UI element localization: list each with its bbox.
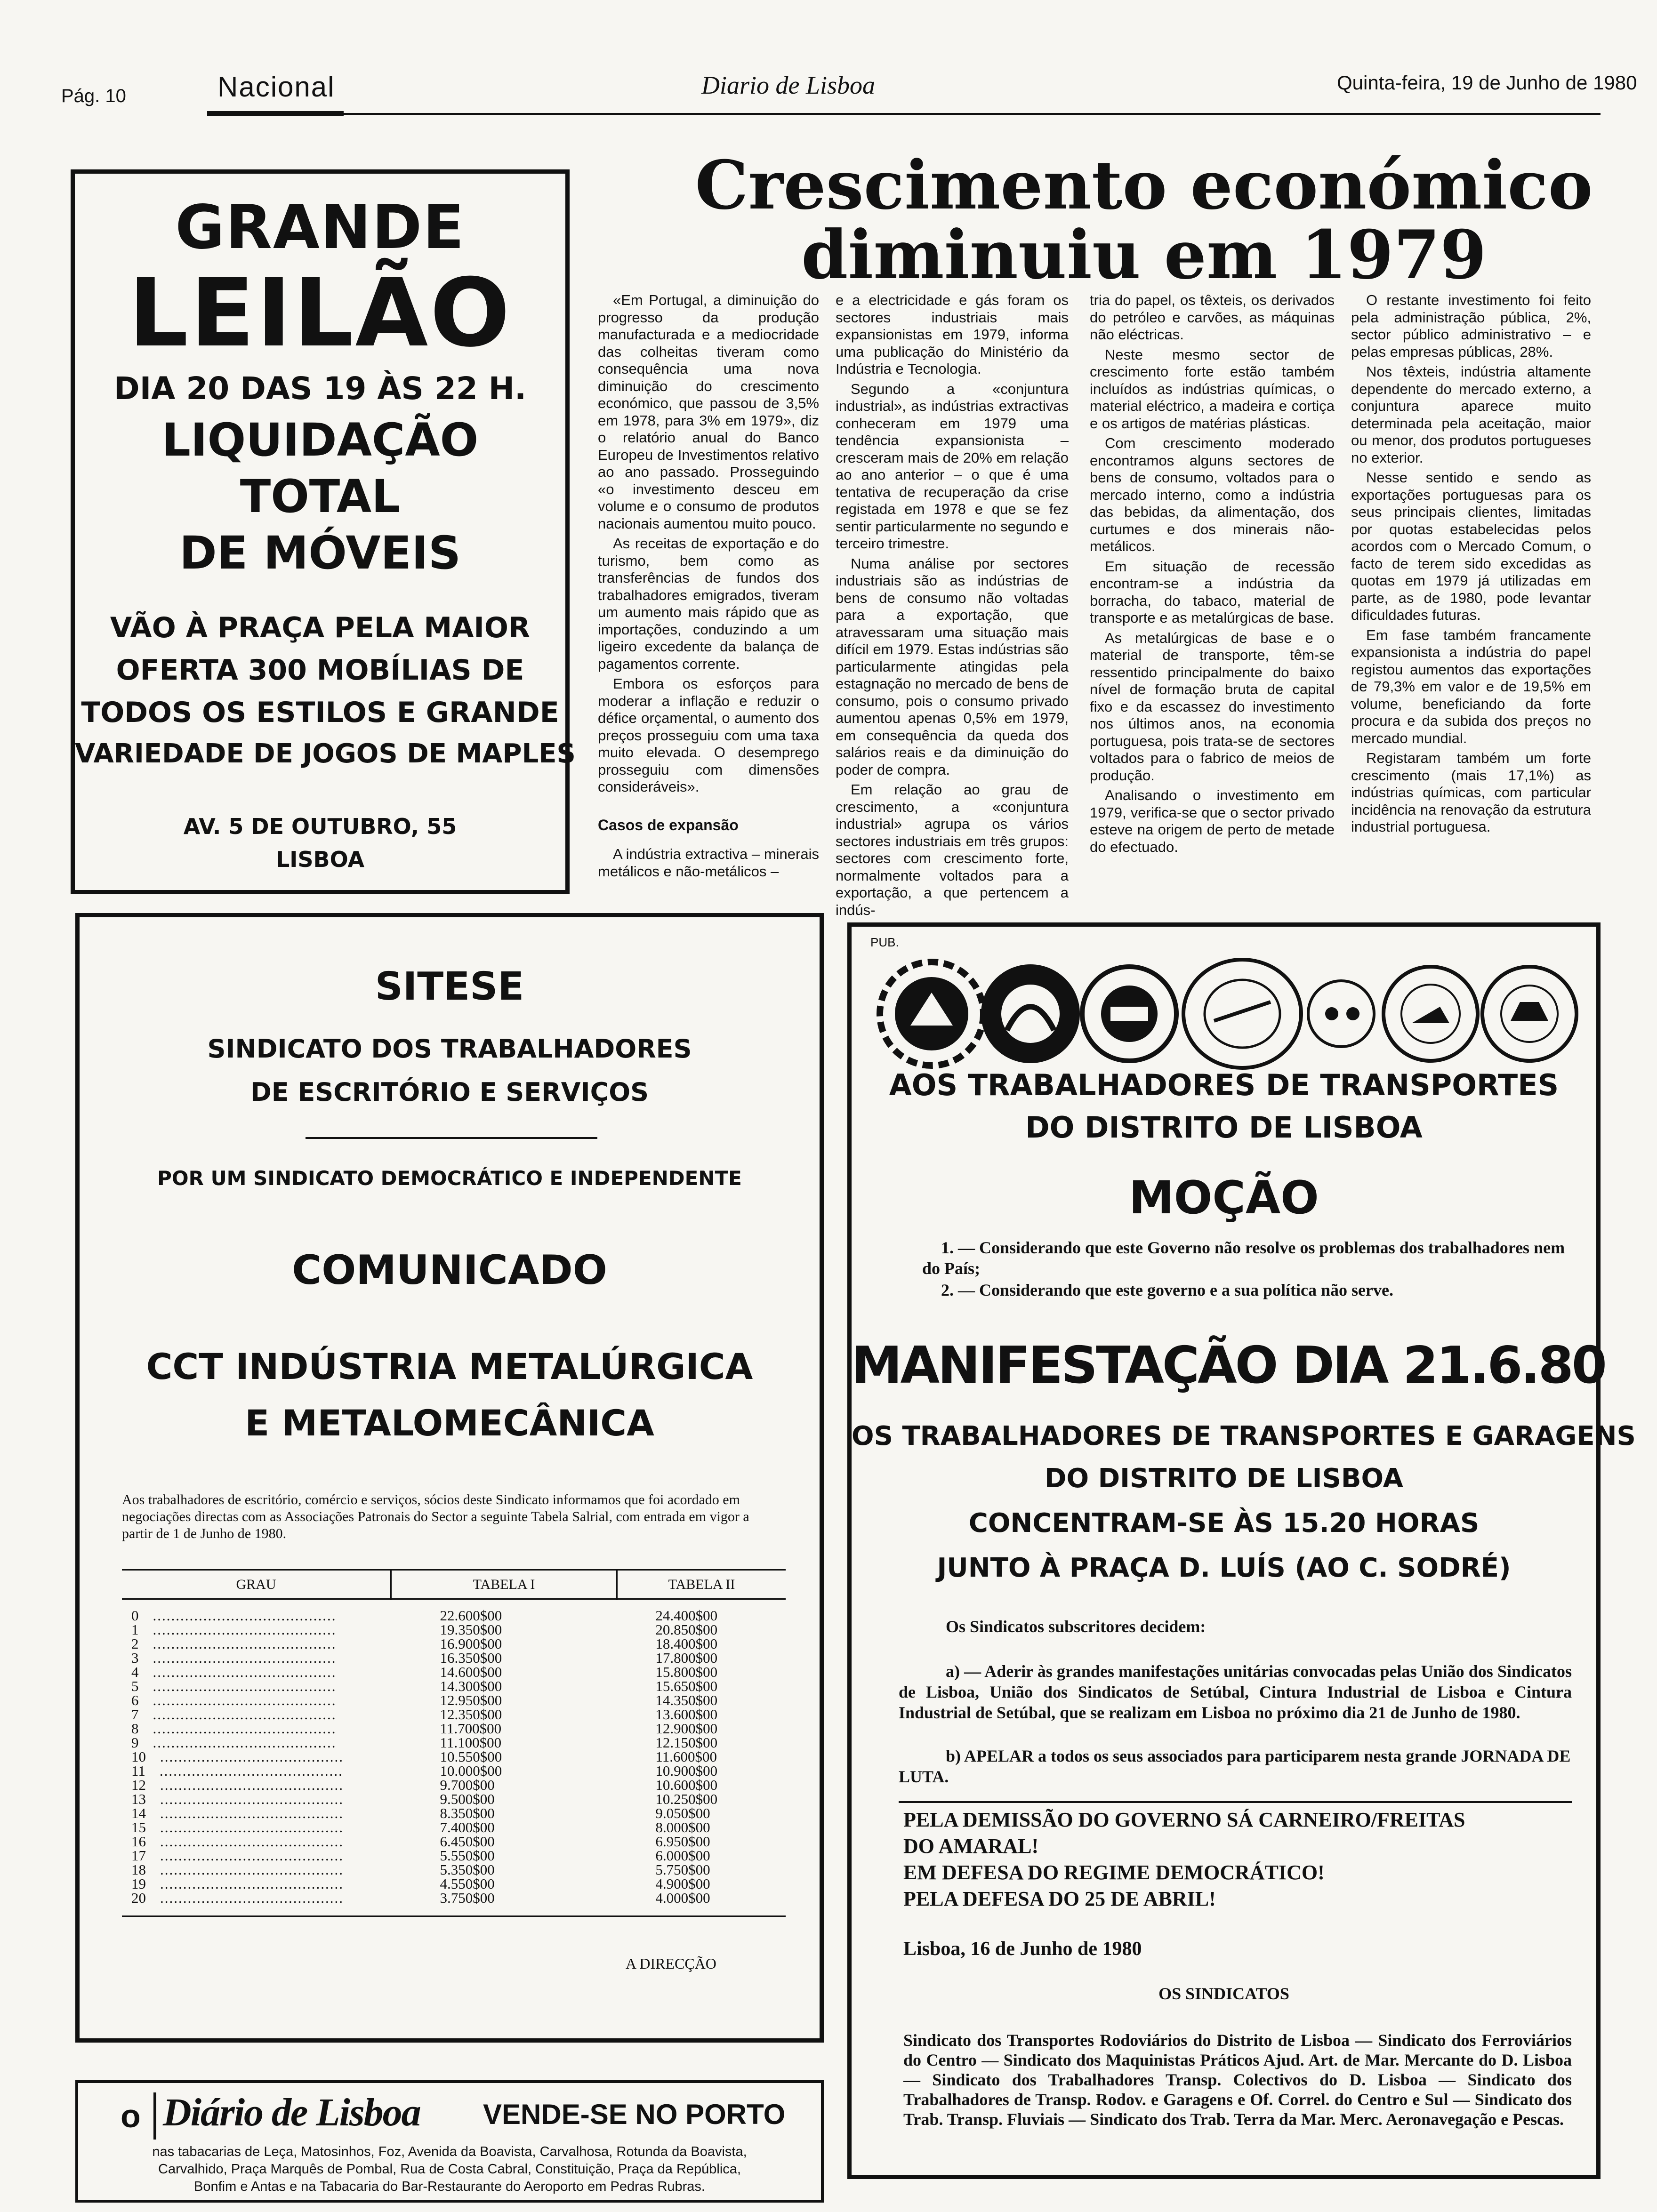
tabela-2-cell: [603, 1750, 786, 1764]
leilao-text-1: VÃO À PRAÇA PELA MAIOR: [110, 611, 531, 644]
tabela-2-cell-text: 17.800$00: [655, 1650, 718, 1666]
grau-cell-text: 16: [131, 1833, 146, 1850]
slogan-2: DO AMARAL!: [903, 1835, 1039, 1858]
leader-dots: ........................................: [160, 1748, 344, 1765]
tabela-2-cell: [603, 1820, 786, 1835]
mocao-title: MOÇÃO: [1129, 1171, 1319, 1224]
grau-cell: [122, 1609, 379, 1623]
header-rule: [207, 113, 1601, 115]
table-row: [122, 1707, 786, 1722]
paragraph: Nos têxteis, indústria altamente dependente do mercado externo, a conjuntura aparece muito determinada pela aceitação, maior ou menor, dos produtos portugueses no exterior.: [1351, 363, 1591, 466]
tabela-1-cell-text: 5.550$00: [440, 1847, 495, 1864]
tabela-2-cell: [603, 1877, 786, 1891]
table-row: [122, 1806, 786, 1820]
sitese-intro: Aos trabalhadores de escritório, comércio e serviços, sócios deste Sindicato informamos que foi acordado em negociações directas com as Associações Patronais do Sector a seguinte Tabela Salrial, com entrada em vigor a partir de 1 de Junho de 1980.: [122, 1492, 749, 1541]
tabela-1-cell-text: 14.300$00: [440, 1678, 502, 1694]
leader-dots: ........................................: [160, 1819, 344, 1835]
tabela-2-cell-text: 6.000$00: [655, 1847, 710, 1864]
union-seal-1-icon: [981, 964, 1080, 1063]
tabela-2-cell: [603, 1637, 786, 1651]
grau-cell-text: 11: [131, 1763, 145, 1779]
transportes-heading-2: DO DISTRITO DE LISBOA: [1025, 1110, 1423, 1145]
paragraph: Nesse sentido e sendo as exportações portuguesas para os seus principais clientes, limitadas por quotas estabelecidas pelos acordos com o Mercado Comum, o facto de terem sido excedidas as quotas em 1979 já utilizadas em parte, as de 1980, pode levantar dificuldades futuras.: [1351, 469, 1591, 623]
divider: [306, 1137, 597, 1139]
divider: [899, 1801, 1572, 1803]
leilao-title: LEILÃO: [128, 258, 512, 368]
paragraph: Segundo a «conjuntura industrial», as indústrias extractivas conheceram em 1979 uma tendência expansionista – cresceram mais de 20% em relação ao ano anterior – o que é uma tentativa de recuperação da crise registada em 1978 e que se fez sentir particularmente no segundo e terceiro trimestre.: [836, 380, 1069, 552]
union-seal-2-icon: [1082, 967, 1176, 1061]
tabela-1-cell-text: 16.350$00: [440, 1650, 502, 1666]
grau-cell: [122, 1707, 379, 1722]
transportes-ad: [847, 922, 1636, 2179]
tabela-1-cell-text: 22.600$00: [440, 1607, 502, 1624]
paragraph: A indústria extractiva – minerais metálicos e não-metálicos –: [598, 846, 819, 880]
table-row: [122, 1764, 786, 1778]
paragraph: O restante investimento foi feito pela administração pública, 2%, sector público administrativo – e pelas empresas públicas, 28%.: [1351, 292, 1591, 360]
tabela-2-cell-text: 13.600$00: [655, 1706, 718, 1723]
sitese-cct-1: CCT INDÚSTRIA METALÚRGICA: [146, 1346, 753, 1387]
column-header-grau: GRAU: [236, 1577, 276, 1592]
leilao-text-4: VARIEDADE DE JOGOS DE MAPLES: [75, 738, 576, 769]
concentracao-3: CONCENTRAM-SE ÀS 15.20 HORAS: [968, 1508, 1480, 1539]
column-header-tabela-2: TABELA II: [668, 1577, 735, 1592]
page-number: Pág. 10: [61, 86, 126, 106]
tabela-2-cell: [603, 1778, 786, 1792]
tabela-2-cell-text: 10.600$00: [655, 1777, 718, 1793]
sitese-motto: POR UM SINDICATO DEMOCRÁTICO E INDEPENDENTE: [157, 1167, 742, 1190]
table-row: [122, 1778, 786, 1792]
tabela-1-cell-text: 14.600$00: [440, 1664, 502, 1680]
mocao-item-1: 1. — Considerando que este Governo não resolve os problemas dos trabalhadores nem do País;: [922, 1238, 1565, 1278]
tabela-1-cell: [379, 1792, 604, 1806]
tabela-1-cell-text: 9.700$00: [440, 1777, 495, 1793]
grau-cell-text: 5: [131, 1678, 139, 1694]
grau-cell: [122, 1693, 379, 1707]
tabela-1-cell-text: 19.350$00: [440, 1621, 502, 1638]
grau-cell-text: 10: [131, 1748, 146, 1765]
union-seal-5-icon: [1384, 967, 1478, 1061]
grau-cell: [122, 1665, 379, 1679]
tabela-1-cell: [379, 1609, 604, 1623]
tabela-2-cell: [603, 1651, 786, 1665]
tabela-1-cell-text: 10.550$00: [440, 1748, 502, 1765]
leader-dots: ........................................: [160, 1791, 344, 1807]
tabela-2-cell: [603, 1736, 786, 1750]
leilao-city: LISBOA: [275, 847, 365, 872]
gear-emblem-icon: [880, 962, 983, 1066]
tabela-1-cell-text: 8.350$00: [440, 1805, 495, 1821]
article-column-3: [1090, 292, 1335, 858]
grau-cell-text: 9: [131, 1734, 139, 1751]
grau-cell: [122, 1835, 379, 1849]
table-row: [122, 1736, 786, 1750]
grau-cell: [122, 1750, 379, 1764]
porto-ad: [75, 2080, 824, 2203]
leader-dots: ........................................: [153, 1706, 337, 1723]
leader-dots: ........................................: [153, 1692, 337, 1708]
sitese-signature: A DIRECÇÃO: [626, 1955, 716, 1972]
article-column-2: [836, 292, 1069, 922]
grau-cell: [122, 1820, 379, 1835]
tabela-2-cell-text: 8.000$00: [655, 1819, 710, 1835]
tabela-1-cell-text: 16.900$00: [440, 1635, 502, 1652]
tabela-2-cell: [603, 1891, 786, 1905]
tabela-1-cell: [379, 1665, 604, 1679]
grau-cell: [122, 1764, 379, 1778]
grau-cell-text: 2: [131, 1635, 139, 1652]
tabela-1-cell-text: 12.950$00: [440, 1692, 502, 1708]
tabela-1-cell-text: 10.000$00: [440, 1763, 502, 1779]
decisao-a: a) — Aderir às grandes manifestações unitárias convocadas pelas União dos Sindicatos de Lisboa, União dos Sindicatos de Setúbal, Cintura Industrial de Lisboa e Cintura Industrial de Setúbal, que se realizam em Lisboa no próximo dia 21 de Junho de 1980.: [899, 1662, 1572, 1722]
grau-cell-text: 15: [131, 1819, 146, 1835]
table-row: [122, 1792, 786, 1806]
tabela-1-cell-text: 11.700$00: [440, 1720, 502, 1737]
salary-table-body: [122, 1609, 786, 1905]
grau-cell: [122, 1806, 379, 1820]
grau-cell-text: 12: [131, 1777, 146, 1793]
leader-dots: ........................................: [160, 1847, 344, 1864]
grau-cell: [122, 1877, 379, 1891]
column-header-tabela-1: TABELA I: [473, 1577, 535, 1592]
porto-brand-logo: Diário de Lisboa: [163, 2091, 420, 2134]
tabela-2-cell: [603, 1792, 786, 1806]
grau-cell: [122, 1623, 379, 1637]
tabela-2-cell: [603, 1693, 786, 1707]
grau-cell: [122, 1891, 379, 1905]
tabela-1-cell-text: 3.750$00: [440, 1890, 495, 1906]
leader-dots: ........................................: [160, 1805, 344, 1821]
tabela-2-cell: [603, 1609, 786, 1623]
porto-line-2: Carvalhido, Praça Marquês de Pombal, Rua de Costa Cabral, Constituição, Praça da República,: [158, 2162, 741, 2177]
table-row: [122, 1835, 786, 1849]
paragraph: Com crescimento moderado encontramos alguns sectores de bens de consumo, voltados para o mercado interno, como a indústria das bebidas, da alimentação, dos curtumes e dos minerais não-metálicos.: [1090, 435, 1335, 554]
sitese-subtitle-1: SINDICATO DOS TRABALHADORES: [207, 1034, 692, 1064]
tabela-2-cell-text: 14.350$00: [655, 1692, 718, 1708]
tabela-2-cell-text: 12.900$00: [655, 1720, 718, 1737]
grau-cell-text: 1: [131, 1621, 139, 1638]
grau-cell: [122, 1792, 379, 1806]
tabela-2-cell: [603, 1849, 786, 1863]
slogan-4: PELA DEFESA DO 25 DE ABRIL!: [903, 1887, 1216, 1910]
union-seal-4-icon: [1308, 981, 1374, 1047]
porto-tagline: VENDE-SE NO PORTO: [483, 2099, 786, 2130]
tabela-2-cell: [603, 1623, 786, 1637]
paragraph: «Em Portugal, a diminuição do progresso da produção manufacturada e a mediocridade das colheitas tiveram como consequência uma nova diminuição do crescimento económico, que passou de 3,5% em 1978, para 3% em 1979», diz o relatório anual do Banco Europeu de Investimentos relativo ao ano passado. Prosseguindo «o investimento desceu em volume e o consumo de produtos nacionais aumentou muito pouco.: [598, 292, 819, 532]
tabela-1-cell: [379, 1637, 604, 1651]
transportes-heading-1: AOS TRABALHADORES DE TRANSPORTES: [889, 1068, 1559, 1102]
porto-line-1: nas tabacarias de Leça, Matosinhos, Foz, Avenida da Boavista, Carvalhosa, Rotunda da Boavista,: [152, 2144, 747, 2159]
leader-dots: ........................................: [153, 1650, 337, 1666]
table-row: [122, 1849, 786, 1863]
paragraph: Em fase também francamente expansionista a indústria do papel registou aumentos das exportações de 79,3% em valor e de 19,5% em volume, beneficiando da forte procura e da subida dos preços no mercado mundial.: [1351, 626, 1591, 746]
paragraph: Em relação ao grau de crescimento, a «conjuntura industrial» agrupa os vários sectores industriais em três grupos: sectores com crescimento forte, normalmente voltados para a exportação, a que pertencem a indús-: [836, 781, 1069, 918]
paragraph: Analisando o investimento em 1979, verifica-se que o sector privado esteve na origem de perto de metade do efectuado.: [1090, 787, 1335, 855]
grau-cell-text: 7: [131, 1706, 139, 1723]
tabela-1-cell-text: 7.400$00: [440, 1819, 495, 1835]
tabela-2-cell-text: 18.400$00: [655, 1635, 718, 1652]
table-row: [122, 1750, 786, 1764]
slogan-3: EM DEFESA DO REGIME DEMOCRÁTICO!: [903, 1861, 1325, 1884]
tabela-2-cell-text: 6.950$00: [655, 1833, 710, 1850]
tabela-1-cell: [379, 1764, 604, 1778]
masthead: Diario de Lisboa: [701, 71, 876, 99]
grau-cell-text: 4: [131, 1664, 139, 1680]
table-row: [122, 1651, 786, 1665]
sitese-ad: [75, 913, 824, 2043]
tabela-2-cell: [603, 1863, 786, 1877]
tabela-2-cell-text: 4.900$00: [655, 1875, 710, 1892]
concentracao-1: OS TRABALHADORES DE TRANSPORTES E GARAGENS: [852, 1421, 1636, 1451]
union-emblems: [866, 955, 1586, 1077]
slogan-1: PELA DEMISSÃO DO GOVERNO SÁ CARNEIRO/FREITAS: [903, 1808, 1465, 1831]
pub-label: PUB.: [870, 935, 899, 949]
tabela-1-cell: [379, 1679, 604, 1693]
sindicatos-list: Sindicato dos Transportes Rodoviários do Distrito de Lisboa — Sindicato dos Ferroviários do Centro — Sindicato dos Maquinistas Práticos Ajud. Art. de Mar. Mercante do D. Lisboa — Sindicato dos Trabalhadores Transp. Colectivos do D. Lisboa — Sindicato dos Trabalhadores de Transp. Rodov. e Garagens e Of. Correl. do Centro e Sul — Sindicato dos Trab. Transp. Fluviais — Sindicato dos Trab. Terra da Mar. Merc. Aeronavegação e Pescas.: [903, 2031, 1572, 2129]
leader-dots: ........................................: [160, 1777, 344, 1793]
leader-dots: ........................................: [160, 1890, 344, 1906]
mocao-item-2: 2. — Considerando que este governo e a sua política não serve.: [941, 1281, 1393, 1299]
paragraph: As metalúrgicas de base e o material de transporte, têm-se ressentido principalmente do baixo nível de formação bruta de capital fixo e da escassez do investimento nos últimos anos, na economia portuguesa, pois trata-se de sectores voltados para o fabrico de meios de produção.: [1090, 629, 1335, 784]
grau-cell: [122, 1863, 379, 1877]
table-row: [122, 1722, 786, 1736]
leader-dots: ........................................: [153, 1720, 337, 1737]
tabela-2-cell: [603, 1707, 786, 1722]
tabela-1-cell-text: 4.550$00: [440, 1875, 495, 1892]
headline-line-2: diminuiu em 1979: [801, 216, 1487, 294]
tabela-2-cell-text: 15.650$00: [655, 1678, 718, 1694]
porto-line-3: Bonfim e Antas e na Tabacaria do Bar-Restaurante do Aeroporto em Pedras Rubras.: [194, 2179, 705, 2194]
tabela-1-cell: [379, 1651, 604, 1665]
leader-dots: ........................................: [160, 1833, 344, 1850]
table-row: [122, 1693, 786, 1707]
tabela-1-cell: [379, 1877, 604, 1891]
tabela-1-cell: [379, 1820, 604, 1835]
tabela-2-cell-text: 10.250$00: [655, 1791, 718, 1807]
table-row: [122, 1637, 786, 1651]
grau-cell-text: 20: [131, 1890, 146, 1906]
leader-dots: ........................................: [159, 1763, 343, 1779]
leilao-text-3: TODOS OS ESTILOS E GRANDE: [81, 696, 559, 729]
porto-divider: [153, 2092, 156, 2140]
grau-cell: [122, 1679, 379, 1693]
union-seal-3-icon: [1183, 960, 1301, 1068]
section-underline: [207, 111, 344, 116]
grau-cell: [122, 1849, 379, 1863]
issue-date: Quinta-feira, 19 de Junho de 1980: [1337, 72, 1637, 94]
grau-cell-text: 3: [131, 1650, 139, 1666]
article-column-1: [598, 292, 819, 883]
concentracao-2: DO DISTRITO DE LISBOA: [1045, 1463, 1403, 1494]
concentracao-4: JUNTO À PRAÇA D. LUÍS (AO C. SODRÉ): [937, 1553, 1511, 1583]
grau-cell: [122, 1736, 379, 1750]
leilao-ad: [71, 169, 576, 894]
leader-dots: ........................................: [160, 1861, 344, 1878]
leader-dots: ........................................: [153, 1635, 337, 1652]
leader-dots: ........................................: [153, 1664, 337, 1680]
tabela-2-cell: [603, 1679, 786, 1693]
leader-dots: ........................................: [153, 1621, 337, 1638]
decidem-heading: Os Sindicatos subscritores decidem:: [946, 1617, 1206, 1636]
grau-cell-text: 18: [131, 1861, 146, 1878]
article-column-4: [1351, 292, 1591, 839]
grau-cell-text: 13: [131, 1791, 146, 1807]
tabela-1-cell-text: 11.100$00: [440, 1734, 502, 1751]
leader-dots: ........................................: [153, 1607, 337, 1624]
paragraph: Registaram também um forte crescimento (mais 17,1%) as indústrias químicas, com particular incidência na renovação da estrutura industrial portuguesa.: [1351, 750, 1591, 835]
tabela-2-cell: [603, 1722, 786, 1736]
paragraph: As receitas de exportação e do turismo, bem como as transferências de fundos dos trabalhadores emigrados, tiveram um aumento mais rápido que as importações, conduzindo a um ligeiro excedente da balança de pagamentos corrente.: [598, 535, 819, 672]
grau-cell-text: 6: [131, 1692, 139, 1708]
tabela-1-cell-text: 5.350$00: [440, 1861, 495, 1878]
paragraph: Numa análise por sectores industriais são as indústrias de bens de consumo não voltadas para a exportação, que atravessaram uma situação mais difícil em 1979. Estas indústrias são particularmente atingidas pela estagnação no mercado de bens de consumo, pois o consumo privado aumentou apenas 0,5% em 1979, em consequência da queda dos salários reais e da diminuição do poder de compra.: [836, 555, 1069, 778]
tabela-2-cell-text: 10.900$00: [655, 1763, 718, 1779]
tabela-1-cell: [379, 1778, 604, 1792]
tabela-1-cell: [379, 1849, 604, 1863]
table-row: [122, 1623, 786, 1637]
tabela-1-cell-text: 6.450$00: [440, 1833, 495, 1850]
tabela-1-cell: [379, 1736, 604, 1750]
manifestacao-banner: MANIFESTAÇÃO DIA 21.6.80: [852, 1336, 1605, 1395]
tabela-2-cell-text: 12.150$00: [655, 1734, 718, 1751]
porto-o: o: [121, 2098, 141, 2134]
os-sindicatos: OS SINDICATOS: [1158, 1984, 1289, 2003]
tabela-1-cell: [379, 1891, 604, 1905]
tabela-2-cell-text: 20.850$00: [655, 1621, 718, 1638]
tabela-1-cell: [379, 1835, 604, 1849]
union-seal-6-icon: [1482, 967, 1577, 1061]
leader-dots: ........................................: [153, 1678, 337, 1694]
tabela-2-cell: [603, 1835, 786, 1849]
table-row: [122, 1877, 786, 1891]
sitese-comunicado: COMUNICADO: [292, 1247, 607, 1294]
paragraph: tria do papel, os têxteis, os derivados do petróleo e carvões, as máquinas não eléctricas.: [1090, 292, 1335, 343]
table-row: [122, 1679, 786, 1693]
tabela-1-cell-text: 12.350$00: [440, 1706, 502, 1723]
paragraph: Neste mesmo sector de crescimento forte estão também incluídos as indústrias químicas, o material eléctrico, a madeira e cortiça e os artigos de matérias plásticas.: [1090, 346, 1335, 432]
tabela-2-cell-text: 24.400$00: [655, 1607, 718, 1624]
tabela-2-cell-text: 9.050$00: [655, 1805, 710, 1821]
paragraph: Embora os esforços para moderar a inflação e reduzir o défice orçamental, o aumento dos preços prosseguiu com uma taxa muito elevada. O desemprego prosseguiu com dimensões consideráveis».: [598, 675, 819, 795]
paragraph: e a electricidade e gás foram os sectores industriais mais expansionistas em 1979, informa uma publicação do Ministério da Indústria e Tecnologia.: [836, 292, 1069, 377]
grau-cell-text: 17: [131, 1847, 146, 1864]
leilao-liquidacao: LIQUIDAÇÃO: [161, 414, 479, 466]
leilao-date: DIA 20 DAS 19 ÀS 22 H.: [113, 370, 527, 407]
tabela-2-cell: [603, 1806, 786, 1820]
article-headline: [654, 146, 1633, 294]
tabela-1-cell: [379, 1863, 604, 1877]
tabela-1-cell: [379, 1623, 604, 1637]
tabela-2-cell-text: 11.600$00: [655, 1748, 717, 1765]
table-row: [122, 1609, 786, 1623]
table-row: [122, 1820, 786, 1835]
tabela-2-cell: [603, 1764, 786, 1778]
leilao-text-2: OFERTA 300 MOBÍLIAS DE: [116, 654, 524, 687]
tabela-1-cell: [379, 1707, 604, 1722]
section-name: Nacional: [217, 71, 335, 103]
leader-dots: ........................................: [153, 1734, 337, 1751]
leader-dots: ........................................: [160, 1875, 344, 1892]
decisao-b: b) APELAR a todos os seus associados para participarem nesta grande JORNADA DE LUTA.: [899, 1747, 1571, 1786]
tabela-1-cell: [379, 1722, 604, 1736]
sitese-title: SITESE: [375, 964, 524, 1009]
headline-line-1: Crescimento económico: [695, 146, 1593, 224]
tabela-2-cell-text: 15.800$00: [655, 1664, 718, 1680]
tabela-1-cell-text: 9.500$00: [440, 1791, 495, 1807]
grau-cell-text: 14: [131, 1805, 146, 1821]
table-row: [122, 1863, 786, 1877]
subheading: Casos de expansão: [598, 816, 739, 834]
leilao-address: AV. 5 DE OUTUBRO, 55: [183, 814, 457, 839]
sitese-subtitle-2: DE ESCRITÓRIO E SERVIÇOS: [250, 1077, 649, 1107]
tabela-1-cell: [379, 1750, 604, 1764]
sitese-cct-2: E METALOMECÂNICA: [245, 1402, 654, 1444]
tabela-2-cell-text: 4.000$00: [655, 1890, 710, 1906]
grau-cell-text: 8: [131, 1720, 139, 1737]
table-row: [122, 1665, 786, 1679]
grau-cell: [122, 1651, 379, 1665]
tabela-1-cell: [379, 1806, 604, 1820]
table-row: [122, 1891, 786, 1905]
tabela-2-cell-text: 5.750$00: [655, 1861, 710, 1878]
leilao-total: TOTAL: [240, 470, 401, 523]
leilao-grande: GRANDE: [175, 192, 465, 263]
grau-cell: [122, 1778, 379, 1792]
grau-cell: [122, 1637, 379, 1651]
leilao-moveis: DE MÓVEIS: [179, 527, 461, 579]
grau-cell-text: 0: [131, 1607, 139, 1624]
paragraph: Em situação de recessão encontram-se a indústria da borracha, do tabaco, material de transporte e as metalúrgicas de base.: [1090, 558, 1335, 626]
grau-cell-text: 19: [131, 1875, 146, 1892]
grau-cell: [122, 1722, 379, 1736]
place-date: Lisboa, 16 de Junho de 1980: [903, 1938, 1142, 1960]
tabela-1-cell: [379, 1693, 604, 1707]
tabela-2-cell: [603, 1665, 786, 1679]
